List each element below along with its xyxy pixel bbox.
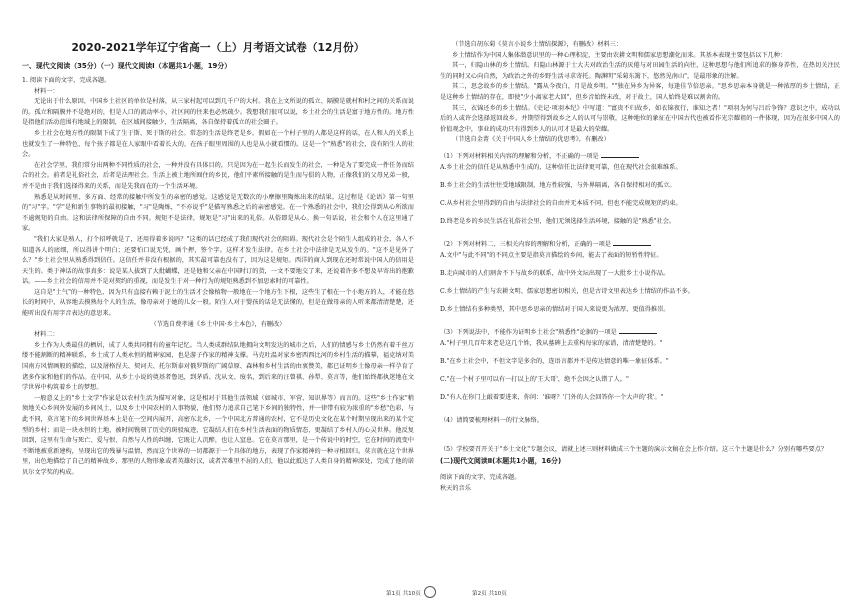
passage-paragraph: 其一，归隐山林的乡土情结。归隐山林源于士大夫对政治生活的厌倦与对田园生活的向往，这种思想与他们所追求的修身养性，在热切关注民生的同时又心向自然，为政治之外的乡野生活寻求寄托。陶渊明"采菊东篱下，悠然见南山"，是最形象的注解。: [440, 62, 840, 80]
option-c[interactable]: C."在一个村子里可以有一打以上的'王大哥'，绝不会因之认错了人。": [440, 375, 629, 383]
question-1-5: （5）学校要召开关于"乡土文化"专题会议，请就上述三则材料做成三个主题的演示文稿在会上作介绍。这三个主题是什么？分别有哪些要点？: [440, 445, 828, 453]
answer-space[interactable]: [440, 426, 840, 444]
option-d[interactable]: D.终老是乡的乡民生活在礼俗社会里，他们无须选择生活环境，接触的是"熟悉"社会。: [440, 217, 676, 225]
passage-paragraph: 乡土作为人类最佳的栖居，成了人类共同拥有的童年记忆。当人类成群结队地拥向文明发达的城市之后，人们的情感与乡土仍然有着千丝万缕不能割断的精神联系，乡土成了人类永恒的精神家园，也是游子作家的精神支撑。马克吐温对家乡密西西比河的乡村生活的描摹，福克纳对美国南方风情画般的描绘，以及屠格涅夫、契诃夫、托尔斯泰对俄罗斯的广阔草原、森林和乡村生活的由衷赞美，都已证明乡土像母亲一样孕育了诸多作家和他们的作品。在中国，从乡土小说的奠基者鲁迅，到茅盾、沈从文、废名，到后来的汪曾祺、孙犁、莫言等，他们始终都执迷地在文学世界中构筑着乡土的梦想。: [22, 341, 414, 392]
question1-intro: 1. 阅读下面的文字，完成各题。: [22, 77, 111, 84]
material2-label: 材料二：: [34, 331, 59, 339]
section2-heading: (二)现代文阅读Ⅱ(本题共1小题，16分): [440, 456, 562, 465]
passage-paragraph: 在社会学里，我们常分出两种不同性质的社会，一种并没有具体目的，只是因为在一起生长而发生的社会，一种是为了要完成一件任务而结合的社会。前者是礼俗社会，后者是法理社会。生活上被土地所囿住的乡民，他们平素所接触的是生而与俱的人物，正像我们的父母兄弟一般，并不是由于我们选择得来的关系，而是先我而在的一个生活环境。: [22, 161, 414, 190]
option-a[interactable]: A."村子里几百年来老是这几个姓，我从墓碑上去重构每家的家谱，清清楚楚的。": [440, 339, 663, 347]
option-d[interactable]: D."有人在你门上敲着要进来，你问：'谁呀？'门外的人会回答你一个大声的'我'。": [440, 393, 664, 401]
material3-source-label: （节选自胡东菊《莫言小说乡土情结探源》，有删改）材料三：: [452, 41, 623, 48]
passage-paragraph: 熟悉是从时间里、多方面、经常的接触中所发生的亲密的感觉。这感觉是无数次的小摩擦里陶炼出来的结果。这过程是《论语》第一句里的"习"字。"学"是和新生事物的最初接触，"习"是陶炼，"不亦说乎"是描写熟悉之后的亲密感觉。在一个熟悉的社会中，我们会得到从心所欲而不逾规矩的自由。这和法律所保障的自由不同。规矩不是法律，规矩是"习"出来的礼俗。从俗即是从心。换一句话说，社会和个人在这里通了家。: [22, 193, 414, 233]
passage-paragraph: 乡土社会在地方性的限制下成了生于斯、死于斯的社会。常态的生活是终老是乡。假如在一个村子里的人都是这样的话，在人和人的关系上也就发生了一种特色，每个孩子都是在人家眼中看着长大的，在孩子眼里周围的人也是从小就看惯的。这是一个"熟悉"的社会，没有陌生人的社会。: [22, 129, 414, 159]
question-1-1: [440, 151, 840, 162]
answer-blank[interactable]: [601, 152, 639, 158]
answer-blank[interactable]: [619, 328, 657, 334]
option-a[interactable]: A.乡土社会的信任是从熟悉中生成的，这种信任比法律更可靠，但在现代社会很难维系。: [440, 163, 682, 171]
section1-heading: 一、现代文阅读（35分）（一）现代文阅读Ⅰ（本题共1小题，19分）: [22, 62, 232, 70]
section2-intro: 阅读下面的文字，完成各题。: [440, 473, 521, 481]
material1-label: 材料一：: [34, 87, 59, 95]
option-c[interactable]: C.乡土情结的产生与农耕文明、儒家思想密切相关，但是古诗文里表达乡土情结的作品不多。: [440, 287, 694, 295]
question-stem: （3）下列说法中，不能作为证明乡土社会"熟悉性"论据的一项是: [440, 328, 617, 336]
passage-paragraph: "我们大家是熟人，打个招呼就是了，还用得着多说吗？"这类的话已经成了我们现代社会的阻碍。现代社会是个陌生人组成的社会，各人不知道各人的底细，所以得讲个明白；还要怕口说无凭，画个押，签个字。这样才发生法律。在乡土社会中法律是无从发生的。"这不是见外了么？"乡土社会里从熟悉得到信任。这信任并非没有根据的，其实最可靠也没有了，因为这是规矩。西洋的商人到现在还时常说中国人的信用是天生的。类于神话的故事真多：说是某人拔到了大批蝴蝶，还是他和父亲在中国时订的货，一文不要地交了来，还说着许多不想及早寄出的抱歉话。——乡土社会的信用并不是对契约的重视，而是发生于对一种行为的规矩熟悉到不加思索时的可靠性。: [22, 235, 414, 286]
question-stem: （2）下列对材料二、三相关内容的理解和分析，正确的一项是: [440, 240, 611, 248]
left-column: [22, 40, 414, 479]
passage-paragraph: 无论出于什么原因，中国乡土社区的单位是村落，从三家村起可以到几千户的大村。我在上文所说的孤立、隔膜是就村和村之间的关系而说的。孤立和隔膜并不是绝对的，但是人口的流动率小，社区间的往来也必然疏少。我想我们很可以说，乡土社会的生活是富于地方性的。地方性是指他们活动范围有地域上的限制，在区域间接触少，生活隔离，各自保持着孤立的社会圈子。: [22, 98, 414, 127]
passage-paragraph: 一般意义上的"乡土文学"作家是以农村生活为描写对象，这是相对于其他生活领域（如城市、军营、知识界等）而言的。这些"乡土作家"稍须地关心乡间外发展的乡间风土，以及乡土中国农村的人事物貌，他们努力追求自己笔下乡间的独特性，并一律带有较为浓重的"乡愁"色彩，与此不同，莫言笔下的乡间世界基本上是在一空间内展开，高密东北乡，一个中国北方普通的农村，它不是历史文化在某个时期呈现出来的某个定型的乡村；而是一块永恒的土地，被时间镌刻了历史的斑驳痕迹，它凝结人们在乡村生活表面的物质情态，更凝结了乡村人的心灵世界。他反复回到，这里有生命与死亡、爱与恨、自然与人性的纠缠，它既让人沉醉，也让人窒息。它在莫言那里，是一个传说中的时空，它在时间的流变中不断地被重新建构，呈现出它的残暴与温情，然而这个世界的一切都源于一个具体的地方，表现了作家精神的一种寻根回归。莫言就在这个世界里，出色地描绘了自己的精神故乡，那里的人物形象或者英雄好汉，或者苦难里不屈的人们，他以此抵达了人类自身的精神深处，完成了他的诺贝尔文学奖的构成。: [22, 394, 414, 476]
option-c[interactable]: C.从乡村社会里得到的自由与法律社会的自由并无本质不同，但也不能完成规矩的约束。: [440, 199, 682, 207]
page-right: [430, 0, 860, 608]
question-stem: （1）下列对材料相关内容的理解和分析，不正确的一项是: [440, 152, 599, 160]
passage-paragraph: 这自是"土气"的一种特色，因为只有直接有赖于泥土的生活才会像植物一般地在一个地方生下根，这些生了根在一个小地方的人，才能在悠长的时间中，从容地去摸熟每个人的生活，像母亲对于她的儿女一般。陌生人对于婴孩的话是无法懂的，但是在做母亲的人听来都清清楚楚，还能听出没有用字音表达的意思来。: [22, 288, 414, 318]
option-d[interactable]: D.乡土情结有多种类型，其中思乡思亲的情结对于国人来说更为浓厚，更值得推崇。: [440, 305, 670, 313]
answer-blank[interactable]: [613, 240, 651, 246]
document-title: 2020-2021学年辽宁省高一（上）月考语文试卷（12月份）: [71, 42, 365, 54]
option-b[interactable]: B."在乡土社会中，不但文字是多余的，连语言都并不是传达情意的唯一象征体系。": [440, 357, 669, 365]
passage-title: 秋天的音乐: [440, 484, 471, 492]
passage-paragraph: 其二，思念故乡的乡土情结。"露从今夜白，月是故乡明。""独在异乡为异客，每逢佳节倍思亲。"思乡思亲本身就是一种浓厚的乡土情结，正是这种乡土情结的存在，即使"少小离家老大回"，但乡音始终未改，对于故土，国人始终是难以割舍的。: [440, 83, 840, 101]
option-a[interactable]: A.文中"与此不同"的不同点主要是指莫言描绘的乡间，能去了表面的短暂性特征。: [440, 251, 663, 259]
passage-paragraph: 其三，衣锦还乡的乡土情结。《史记·项羽本纪》中写道："富贵不归故乡，如衣锦夜行，谁知之者！"项羽为何与吕后争锋？意识之中，成功以后的人或许会选择返回故乡，并期望得到故乡之人的认可与崇敬，这种地位的象征在中国古代也被看作光宗耀祖的一件体现，因为在很多中国人的价值观念中，事业的成功只有得到乡人的认可才是最大的荣耀。: [440, 104, 840, 133]
right-column: [440, 40, 840, 494]
question-1-2: [440, 239, 840, 250]
question-1-3: [440, 327, 840, 338]
passage-paragraph: 乡土情结作为中国人集体潜意识里的一种心理积淀，主要由农耕文明和儒家思想潮化而来。其基本表现主要包括以下几种：: [452, 51, 787, 59]
material3-source: （节选自金菁《关于中国人乡土情结的优思考》，有删改）: [452, 136, 610, 144]
option-b[interactable]: B.乡土社会的生活往往受地域限制，地方性较强，与外界隔离，各自保持相对的孤立。: [440, 181, 676, 189]
question-1-4: （4）请简要梳理材料一的行文脉络。: [440, 416, 543, 424]
material1-source: （节选自费孝通《乡土中国·乡土本色》，有删改）: [150, 320, 286, 328]
page-number-left: 第1页 共10页: [386, 591, 421, 597]
option-b[interactable]: B.走向城市的人们割舍不下与故乡的联系，故中外文坛出现了一大批乡土小说作品。: [440, 269, 670, 277]
page-number-right: 第2页 共10页: [472, 591, 507, 597]
